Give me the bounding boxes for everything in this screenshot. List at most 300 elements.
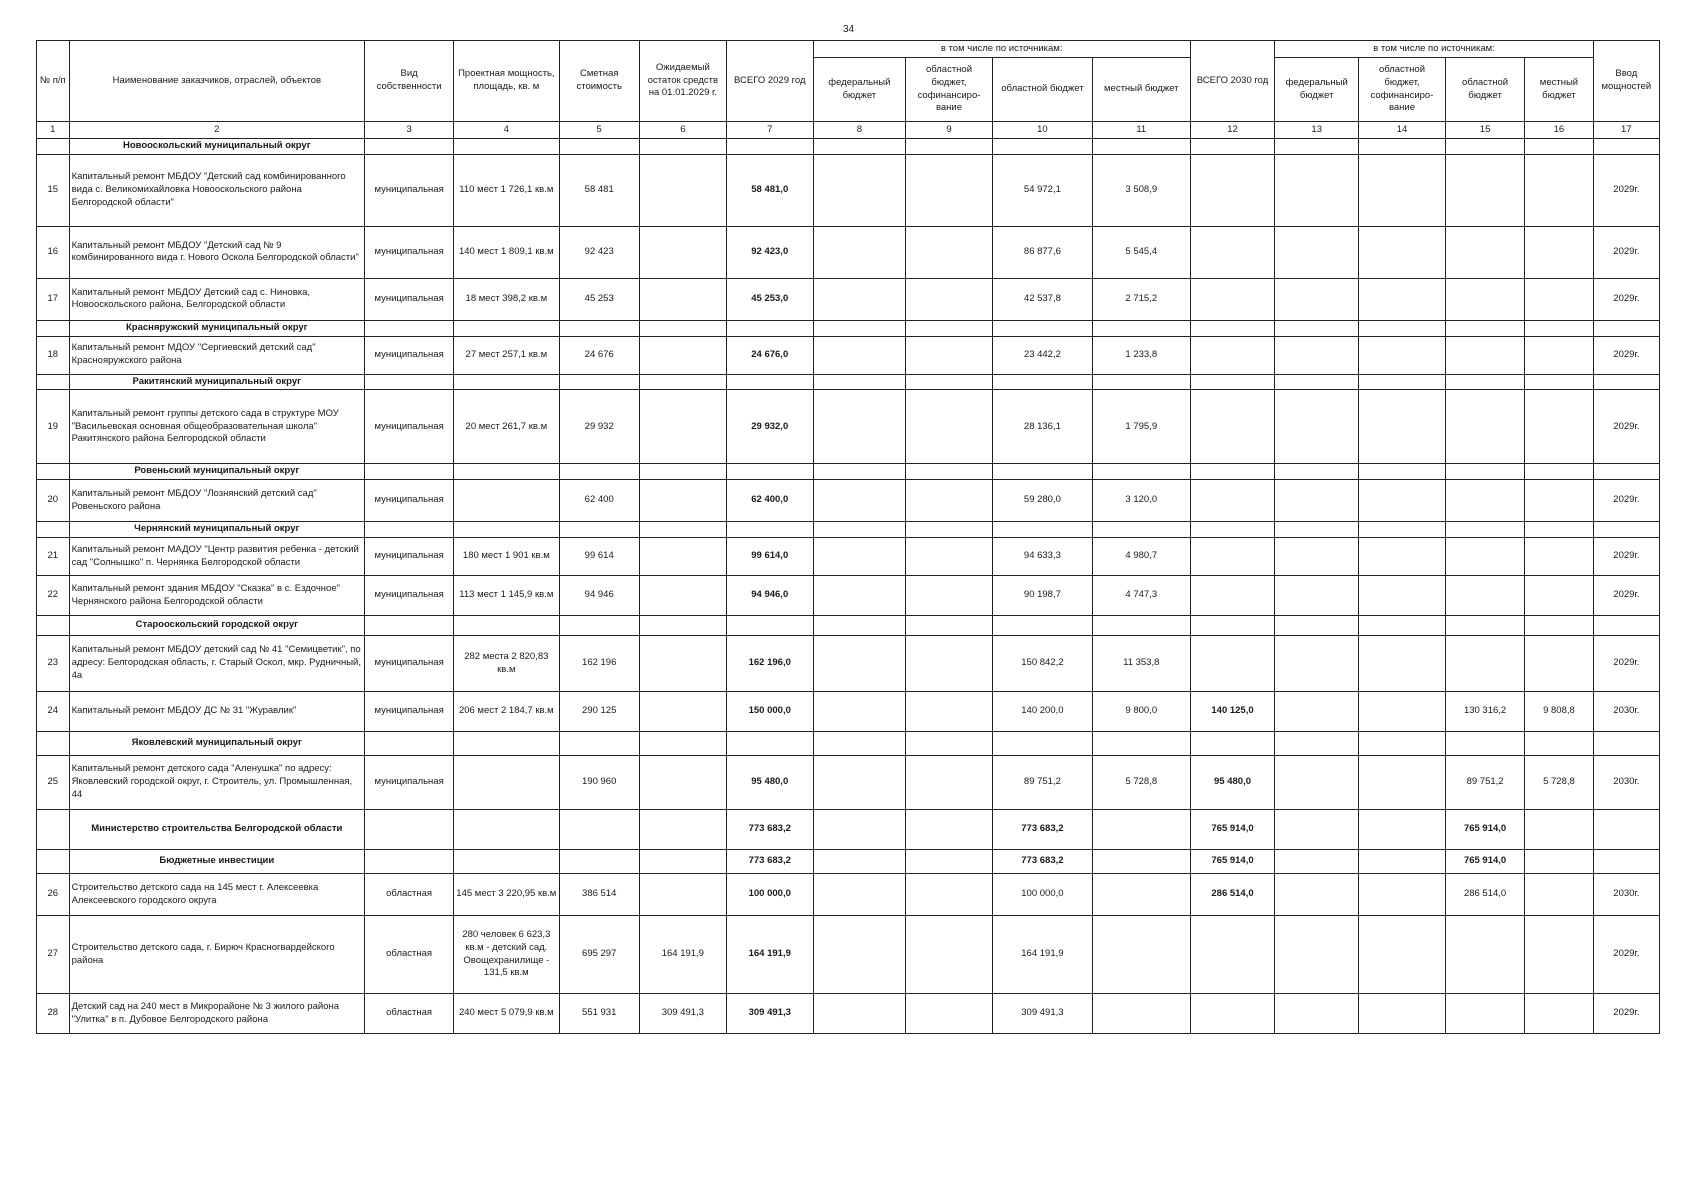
regional-2030-cell <box>1445 480 1524 522</box>
row-number: 27 <box>37 916 70 994</box>
empty-cell <box>1190 139 1275 155</box>
column-index-16: 16 <box>1525 122 1593 139</box>
total-2029-cell: 309 491,3 <box>726 994 813 1034</box>
capacity-cell: 27 мест 257,1 кв.м <box>454 336 559 374</box>
empty-cell <box>559 732 639 756</box>
local-2030-cell <box>1525 226 1593 278</box>
empty-cell <box>37 139 70 155</box>
commissioning-cell: 2029г. <box>1593 278 1659 320</box>
empty-cell <box>1190 616 1275 636</box>
column-index-1: 1 <box>37 122 70 139</box>
total-2030-cell: 765 914,0 <box>1190 850 1275 874</box>
cofin-2030-cell <box>1359 636 1446 692</box>
cofin-2029-cell <box>906 756 993 810</box>
cofin-2029-cell <box>906 538 993 576</box>
capacity-cell: 280 человек 6 623,3 кв.м - детский сад. Овощехранилище - 131,5 кв.м <box>454 916 559 994</box>
regional-2030-cell <box>1445 278 1524 320</box>
commissioning-cell: 2030г. <box>1593 692 1659 732</box>
remainder-cell <box>639 480 726 522</box>
commissioning-cell: 2030г. <box>1593 756 1659 810</box>
federal-2029-cell <box>813 336 905 374</box>
local-2030-cell <box>1525 480 1593 522</box>
total-2030-cell <box>1190 636 1275 692</box>
local-2030-cell <box>1525 994 1593 1034</box>
local-2030-cell <box>1525 336 1593 374</box>
total-2029-cell: 45 253,0 <box>726 278 813 320</box>
column-index-4: 4 <box>454 122 559 139</box>
total-title: Бюджетные инвестиции <box>69 850 364 874</box>
empty-cell <box>1525 464 1593 480</box>
empty-cell <box>639 139 726 155</box>
empty-cell <box>37 464 70 480</box>
federal-2029-cell <box>813 390 905 464</box>
federal-2029-cell <box>813 692 905 732</box>
total-2029-cell: 24 676,0 <box>726 336 813 374</box>
regional-2030-cell <box>1445 538 1524 576</box>
object-name: Капитальный ремонт здания МБДОУ "Сказка" в с. Ездочное" Чернянского района Белгородской области <box>69 576 364 616</box>
table-body <box>37 139 1660 1034</box>
regional-2030-cell <box>1445 336 1524 374</box>
object-name: Детский сад на 240 мест в Микрорайоне № 3 жилого района "Улитка" в п. Дубовое Белгородского района <box>69 994 364 1034</box>
estimate-cell: 162 196 <box>559 636 639 692</box>
estimate-cell: 290 125 <box>559 692 639 732</box>
column-index-7: 7 <box>726 122 813 139</box>
regional-2030-cell: 765 914,0 <box>1445 810 1524 850</box>
capacity-cell: 206 мест 2 184,7 кв.м <box>454 692 559 732</box>
cofin-2030-cell <box>1359 994 1446 1034</box>
regional-2029-cell: 59 280,0 <box>992 480 1092 522</box>
empty-cell <box>992 522 1092 538</box>
estimate-cell: 45 253 <box>559 278 639 320</box>
empty-cell <box>726 732 813 756</box>
capacity-cell: 20 мест 261,7 кв.м <box>454 390 559 464</box>
column-index-6: 6 <box>639 122 726 139</box>
col-total-2029: ВСЕГО 2029 год <box>726 41 813 122</box>
empty-cell <box>365 732 454 756</box>
object-name: Капитальный ремонт МБДОУ "Детский сад комбинированного вида с. Великомихайловка Новооскольского района Белгородской области" <box>69 154 364 226</box>
federal-2029-cell <box>813 538 905 576</box>
empty-cell <box>1275 522 1359 538</box>
regional-2030-cell: 130 316,2 <box>1445 692 1524 732</box>
empty-cell <box>1275 374 1359 390</box>
empty-cell <box>559 616 639 636</box>
cofin-2029-cell <box>906 278 993 320</box>
regional-2030-cell <box>1445 916 1524 994</box>
remainder-cell <box>639 390 726 464</box>
ownership-cell: муниципальная <box>365 692 454 732</box>
regional-2030-cell <box>1445 994 1524 1034</box>
empty-cell <box>639 810 726 850</box>
table-row <box>37 994 1660 1034</box>
total-2029-cell: 773 683,2 <box>726 850 813 874</box>
empty-cell <box>813 616 905 636</box>
remainder-cell <box>639 576 726 616</box>
empty-cell <box>726 522 813 538</box>
regional-2029-cell: 86 877,6 <box>992 226 1092 278</box>
empty-cell <box>992 732 1092 756</box>
section-row <box>37 464 1660 480</box>
table-row <box>37 916 1660 994</box>
federal-2029-cell <box>813 226 905 278</box>
cofin-2030-cell <box>1359 576 1446 616</box>
empty-cell <box>1275 810 1359 850</box>
remainder-cell <box>639 154 726 226</box>
empty-cell <box>1525 810 1593 850</box>
local-2030-cell <box>1525 576 1593 616</box>
empty-cell <box>813 464 905 480</box>
local-2029-cell: 11 353,8 <box>1092 636 1190 692</box>
remainder-cell <box>639 336 726 374</box>
empty-cell <box>365 320 454 336</box>
local-2030-cell <box>1525 916 1593 994</box>
empty-cell <box>1593 320 1659 336</box>
regional-2029-cell: 309 491,3 <box>992 994 1092 1034</box>
estimate-cell: 29 932 <box>559 390 639 464</box>
capacity-cell: 282 места 2 820,83 кв.м <box>454 636 559 692</box>
ownership-cell: муниципальная <box>365 278 454 320</box>
total-2029-cell: 150 000,0 <box>726 692 813 732</box>
col-regional-2030: областной бюджет <box>1445 58 1524 122</box>
estimate-cell: 24 676 <box>559 336 639 374</box>
estimate-cell: 99 614 <box>559 538 639 576</box>
empty-cell <box>813 139 905 155</box>
federal-2030-cell <box>1275 636 1359 692</box>
empty-cell <box>1359 139 1446 155</box>
local-2030-cell <box>1525 874 1593 916</box>
empty-cell <box>1190 374 1275 390</box>
total-2029-cell: 58 481,0 <box>726 154 813 226</box>
empty-cell <box>365 139 454 155</box>
column-index-11: 11 <box>1092 122 1190 139</box>
empty-cell <box>639 616 726 636</box>
ownership-cell: муниципальная <box>365 576 454 616</box>
empty-cell <box>906 522 993 538</box>
federal-2029-cell <box>813 480 905 522</box>
ownership-cell: областная <box>365 994 454 1034</box>
federal-2029-cell <box>813 916 905 994</box>
col-local-2030: местный бюджет <box>1525 58 1593 122</box>
empty-cell <box>1275 616 1359 636</box>
row-number: 25 <box>37 756 70 810</box>
empty-cell <box>1190 732 1275 756</box>
capacity-cell <box>454 480 559 522</box>
empty-cell <box>1525 732 1593 756</box>
regional-2029-cell: 100 000,0 <box>992 874 1092 916</box>
row-number: 17 <box>37 278 70 320</box>
commissioning-cell: 2029г. <box>1593 916 1659 994</box>
empty-cell <box>906 139 993 155</box>
table-header <box>37 41 1660 139</box>
regional-2029-cell: 94 633,3 <box>992 538 1092 576</box>
estimate-cell: 94 946 <box>559 576 639 616</box>
local-2029-cell: 5 545,4 <box>1092 226 1190 278</box>
column-index-17: 17 <box>1593 122 1659 139</box>
empty-cell <box>1092 139 1190 155</box>
total-2030-cell: 95 480,0 <box>1190 756 1275 810</box>
local-2030-cell: 9 808,8 <box>1525 692 1593 732</box>
empty-cell <box>992 464 1092 480</box>
local-2030-cell <box>1525 278 1593 320</box>
commissioning-cell: 2029г. <box>1593 480 1659 522</box>
empty-cell <box>559 464 639 480</box>
object-name: Капитальный ремонт МДОУ "Сергиевский детский сад" Краснояружского района <box>69 336 364 374</box>
empty-cell <box>365 374 454 390</box>
commissioning-cell: 2029г. <box>1593 538 1659 576</box>
empty-cell <box>813 320 905 336</box>
regional-2029-cell: 54 972,1 <box>992 154 1092 226</box>
empty-cell <box>906 374 993 390</box>
column-index-13: 13 <box>1275 122 1359 139</box>
regional-2029-cell: 150 842,2 <box>992 636 1092 692</box>
regional-2029-cell: 164 191,9 <box>992 916 1092 994</box>
empty-cell <box>559 374 639 390</box>
total-2030-cell <box>1190 226 1275 278</box>
empty-cell <box>1445 139 1524 155</box>
empty-cell <box>1445 464 1524 480</box>
empty-cell <box>906 850 993 874</box>
total-2030-cell <box>1190 480 1275 522</box>
empty-cell <box>559 139 639 155</box>
empty-cell <box>906 732 993 756</box>
empty-cell <box>1593 732 1659 756</box>
empty-cell <box>454 732 559 756</box>
federal-2030-cell <box>1275 336 1359 374</box>
empty-cell <box>726 374 813 390</box>
empty-cell <box>639 320 726 336</box>
empty-cell <box>559 320 639 336</box>
empty-cell <box>1593 464 1659 480</box>
capacity-cell: 140 мест 1 809,1 кв.м <box>454 226 559 278</box>
regional-2030-cell: 286 514,0 <box>1445 874 1524 916</box>
empty-cell <box>1092 810 1190 850</box>
empty-cell <box>1275 732 1359 756</box>
federal-2030-cell <box>1275 226 1359 278</box>
regional-2029-cell: 28 136,1 <box>992 390 1092 464</box>
row-number: 16 <box>37 226 70 278</box>
empty-cell <box>1593 810 1659 850</box>
empty-cell <box>1593 850 1659 874</box>
cofin-2029-cell <box>906 636 993 692</box>
empty-cell <box>639 374 726 390</box>
remainder-cell <box>639 278 726 320</box>
federal-2029-cell <box>813 756 905 810</box>
col-name: Наименование заказчиков, отраслей, объектов <box>69 41 364 122</box>
empty-cell <box>906 320 993 336</box>
capacity-cell <box>454 756 559 810</box>
local-2029-cell: 3 508,9 <box>1092 154 1190 226</box>
cofin-2030-cell <box>1359 154 1446 226</box>
section-row <box>37 732 1660 756</box>
table-row <box>37 278 1660 320</box>
empty-cell <box>454 522 559 538</box>
local-2030-cell <box>1525 390 1593 464</box>
table-row <box>37 692 1660 732</box>
total-2030-cell <box>1190 994 1275 1034</box>
federal-2030-cell <box>1275 390 1359 464</box>
sources-2029-heading: в том числе по источникам: <box>813 41 1190 58</box>
empty-cell <box>1359 616 1446 636</box>
federal-2029-cell <box>813 154 905 226</box>
ownership-cell: муниципальная <box>365 480 454 522</box>
empty-cell <box>1359 850 1446 874</box>
regional-2030-cell <box>1445 154 1524 226</box>
empty-cell <box>37 732 70 756</box>
empty-cell <box>37 616 70 636</box>
empty-cell <box>365 850 454 874</box>
empty-cell <box>365 810 454 850</box>
empty-cell <box>454 810 559 850</box>
estimate-cell: 551 931 <box>559 994 639 1034</box>
remainder-cell <box>639 874 726 916</box>
estimate-cell: 92 423 <box>559 226 639 278</box>
empty-cell <box>813 374 905 390</box>
federal-2030-cell <box>1275 576 1359 616</box>
empty-cell <box>1445 522 1524 538</box>
empty-cell <box>1359 374 1446 390</box>
empty-cell <box>1525 320 1593 336</box>
local-2030-cell: 5 728,8 <box>1525 756 1593 810</box>
federal-2029-cell <box>813 576 905 616</box>
ownership-cell: областная <box>365 874 454 916</box>
col-local-2029: местный бюджет <box>1092 58 1190 122</box>
empty-cell <box>1275 850 1359 874</box>
table-row <box>37 154 1660 226</box>
total-2030-cell <box>1190 916 1275 994</box>
sources-2030-heading: в том числе по источникам: <box>1275 41 1593 58</box>
table-row <box>37 756 1660 810</box>
empty-cell <box>454 464 559 480</box>
empty-cell <box>639 732 726 756</box>
table-row <box>37 226 1660 278</box>
total-2030-cell <box>1190 576 1275 616</box>
capacity-cell: 113 мест 1 145,9 кв.м <box>454 576 559 616</box>
row-number: 19 <box>37 390 70 464</box>
section-title: Чернянский муниципальный округ <box>69 522 364 538</box>
estimate-cell: 62 400 <box>559 480 639 522</box>
object-name: Капитальный ремонт детского сада "Аленушка" по адресу: Яковлевский городской округ, г. Строитель, ул. Промышленная, 44 <box>69 756 364 810</box>
ownership-cell: муниципальная <box>365 336 454 374</box>
empty-cell <box>365 616 454 636</box>
column-index-15: 15 <box>1445 122 1524 139</box>
empty-cell <box>813 810 905 850</box>
local-2029-cell: 4 980,7 <box>1092 538 1190 576</box>
cofin-2030-cell <box>1359 874 1446 916</box>
empty-cell <box>1092 522 1190 538</box>
federal-2030-cell <box>1275 278 1359 320</box>
cofin-2029-cell <box>906 226 993 278</box>
section-row <box>37 320 1660 336</box>
empty-cell <box>1445 320 1524 336</box>
empty-cell <box>1593 374 1659 390</box>
total-2029-cell: 92 423,0 <box>726 226 813 278</box>
cofin-2030-cell <box>1359 480 1446 522</box>
section-title: Ровеньский муниципальный округ <box>69 464 364 480</box>
empty-cell <box>813 850 905 874</box>
col-commissioning: Ввод мощностей <box>1593 41 1659 122</box>
empty-cell <box>639 850 726 874</box>
row-number: 26 <box>37 874 70 916</box>
empty-cell <box>813 732 905 756</box>
empty-cell <box>992 320 1092 336</box>
section-row <box>37 139 1660 155</box>
empty-cell <box>813 522 905 538</box>
empty-cell <box>906 616 993 636</box>
federal-2029-cell <box>813 278 905 320</box>
empty-cell <box>37 522 70 538</box>
empty-cell <box>1275 320 1359 336</box>
empty-cell <box>1593 522 1659 538</box>
cofin-2029-cell <box>906 576 993 616</box>
commissioning-cell: 2029г. <box>1593 154 1659 226</box>
total-title: Министерство строительства Белгородской области <box>69 810 364 850</box>
object-name: Капитальный ремонт МБДОУ ДС № 31 "Журавлик" <box>69 692 364 732</box>
ownership-cell: муниципальная <box>365 226 454 278</box>
table-row <box>37 874 1660 916</box>
commissioning-cell: 2029г. <box>1593 636 1659 692</box>
column-index-3: 3 <box>365 122 454 139</box>
federal-2029-cell <box>813 994 905 1034</box>
empty-cell <box>1525 139 1593 155</box>
column-index-14: 14 <box>1359 122 1446 139</box>
cofin-2030-cell <box>1359 538 1446 576</box>
table-row <box>37 336 1660 374</box>
empty-cell <box>454 374 559 390</box>
total-2029-cell: 29 932,0 <box>726 390 813 464</box>
empty-cell <box>1525 374 1593 390</box>
empty-cell <box>454 139 559 155</box>
ownership-cell: муниципальная <box>365 390 454 464</box>
empty-cell <box>1092 464 1190 480</box>
estimate-cell: 58 481 <box>559 154 639 226</box>
regional-2030-cell <box>1445 636 1524 692</box>
cofin-2029-cell <box>906 336 993 374</box>
empty-cell <box>1275 139 1359 155</box>
empty-cell <box>1092 616 1190 636</box>
empty-cell <box>726 464 813 480</box>
capacity-cell: 240 мест 5 079,9 кв.м <box>454 994 559 1034</box>
regional-2029-cell: 42 537,8 <box>992 278 1092 320</box>
object-name: Капитальный ремонт МБДОУ детский сад № 41 "Семицветик", по адресу: Белгородская область, г. Старый Оскол, мкр. Рудничный, 4а <box>69 636 364 692</box>
empty-cell <box>1190 320 1275 336</box>
empty-cell <box>37 810 70 850</box>
total-2030-cell: 286 514,0 <box>1190 874 1275 916</box>
regional-2029-cell: 773 683,2 <box>992 850 1092 874</box>
remainder-cell <box>639 538 726 576</box>
total-2030-cell <box>1190 390 1275 464</box>
local-2029-cell: 1 233,8 <box>1092 336 1190 374</box>
capacity-cell: 110 мест 1 726,1 кв.м <box>454 154 559 226</box>
empty-cell <box>992 139 1092 155</box>
local-2029-cell: 1 795,9 <box>1092 390 1190 464</box>
table-row <box>37 538 1660 576</box>
local-2029-cell: 3 120,0 <box>1092 480 1190 522</box>
local-2030-cell <box>1525 538 1593 576</box>
empty-cell <box>1359 732 1446 756</box>
section-title: Новооскольский муниципальный округ <box>69 139 364 155</box>
col-federal-2030: федеральный бюджет <box>1275 58 1359 122</box>
local-2029-cell <box>1092 994 1190 1034</box>
capacity-cell: 18 мест 398,2 кв.м <box>454 278 559 320</box>
commissioning-cell: 2029г. <box>1593 390 1659 464</box>
empty-cell <box>37 850 70 874</box>
regional-2030-cell: 765 914,0 <box>1445 850 1524 874</box>
empty-cell <box>726 616 813 636</box>
remainder-cell <box>639 756 726 810</box>
empty-cell <box>559 810 639 850</box>
total-row <box>37 810 1660 850</box>
regional-2029-cell: 140 200,0 <box>992 692 1092 732</box>
empty-cell <box>1445 374 1524 390</box>
